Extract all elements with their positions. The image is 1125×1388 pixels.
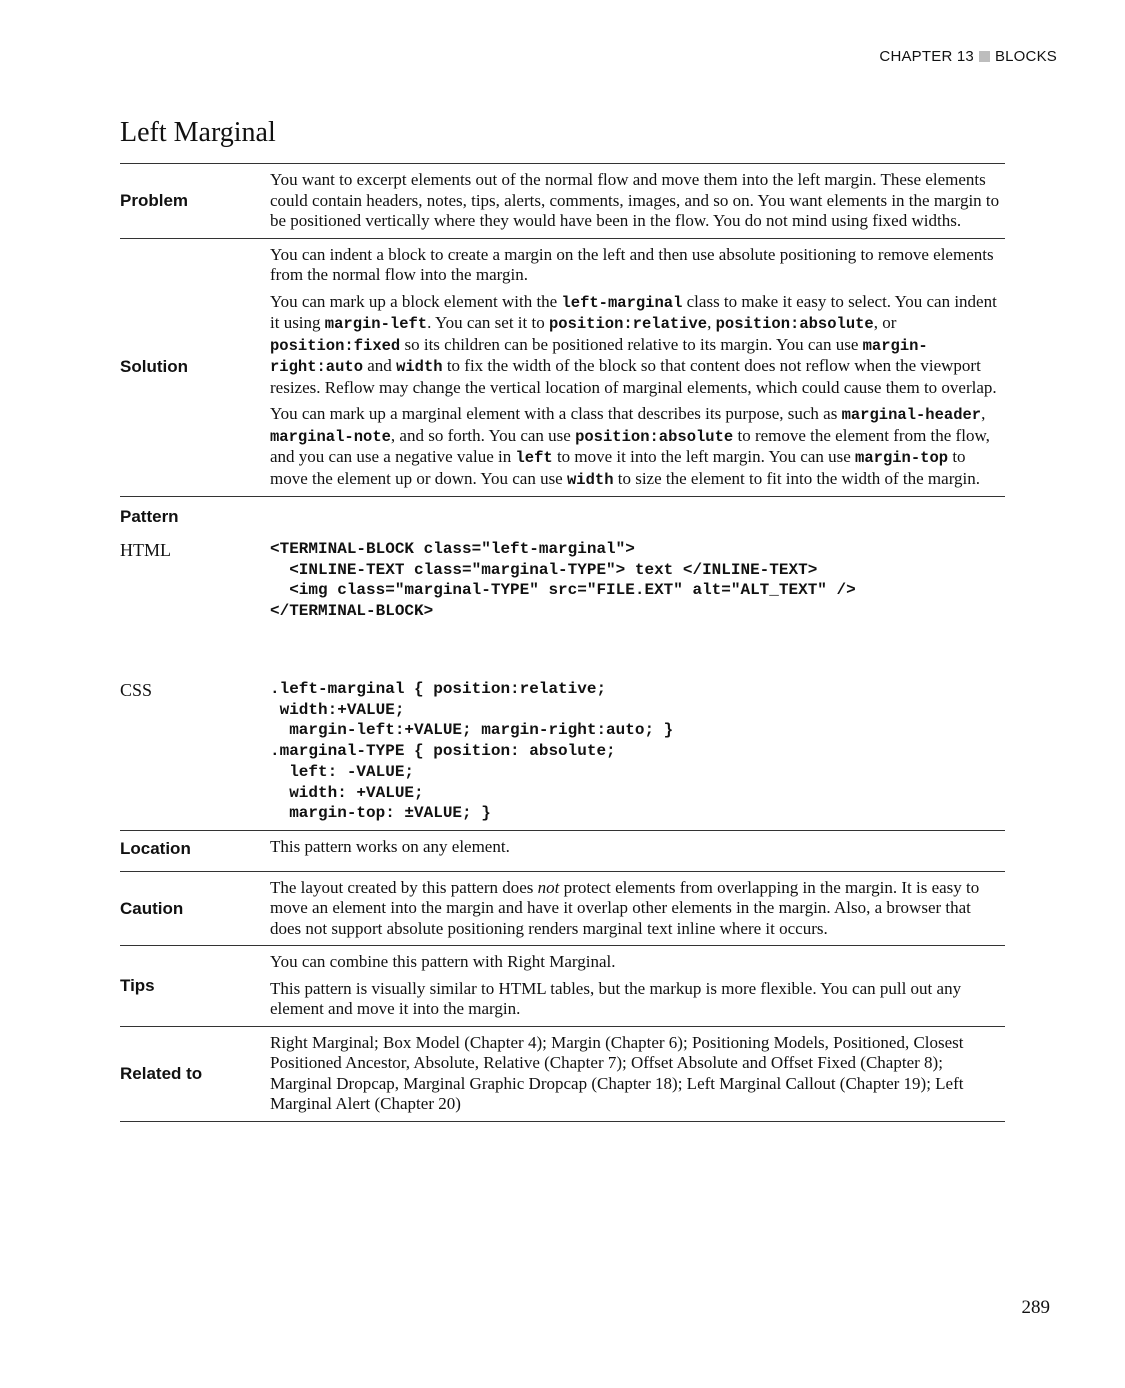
row-caution: [120, 872, 1005, 947]
row-content-location: [270, 837, 1005, 859]
row-content-caution: [270, 878, 1005, 940]
html-code-block: <TERMINAL-BLOCK class="left-marginal"> <INLINE-TEXT class="marginal-TYPE"> text </INLINE-TEXT> <img class="marginal-TYPE" src="FILE.EXT" alt="ALT_TEXT" /> </TERMINAL-BLOCK>: [270, 540, 856, 621]
separator-square-icon: [979, 51, 990, 62]
code-term: position:absolute: [715, 315, 874, 333]
solution-paragraph-1: You can indent a block to create a margin on the left and then use absolute positioning to remove elements from the normal flow into the margin.: [270, 244, 994, 284]
row-label-location: Location: [120, 838, 191, 858]
row-label-solution: Solution: [120, 357, 188, 377]
location-text: This pattern works on any element.: [270, 836, 510, 856]
code-term: left-marginal: [561, 293, 683, 312]
row-pattern-html: [120, 539, 1005, 673]
row-content-tips: [270, 952, 1005, 1020]
code-term: width: [566, 470, 614, 489]
row-content-related: [270, 1033, 1005, 1115]
row-problem: [120, 164, 1005, 239]
tips-paragraph-1: You can combine this pattern with Right Marginal.: [270, 952, 616, 972]
pattern-table: [120, 163, 1005, 1122]
code-term: margin-top: [855, 449, 949, 467]
code-term: margin-right:auto: [270, 336, 928, 376]
row-pattern: [120, 497, 1005, 539]
row-label-related: Related to: [120, 1063, 203, 1083]
row-related: [120, 1027, 1005, 1122]
row-label-tips: Tips: [120, 976, 155, 996]
tips-paragraph-2: This pattern is visually similar to HTML tables, but the markup is more flexible. You can pull out any element and move it into the margin.: [270, 978, 962, 1019]
row-label-caution: Caution: [120, 898, 184, 918]
row-pattern-css: [120, 673, 1005, 831]
code-term: position:fixed: [270, 336, 401, 355]
related-text: Right Marginal; Box Model (Chapter 4); Margin (Chapter 6); Positioning Models, Positioned, Closest Positioned Ancestor, Absolute, Relative (Chapter 7); Offset Absolute and Offset Fixed (Chapter 8); Marginal Dropcap, Marginal Graphic Dropcap (Chapter 18); Left Marginal Callout (Chapter 19); Left Marginal Alert (Chapter 20): [270, 1032, 964, 1114]
row-content-problem: [270, 170, 1005, 232]
section-label: BLOCKS: [994, 48, 1057, 65]
css-code-block: .left-marginal { position:relative; width:+VALUE; margin-left:+VALUE; margin-right:auto; } .marginal-TYPE { position: absolute; left: -VALUE; width: +VALUE; margin-top: ±VALUE; }: [270, 680, 674, 823]
page-number: 289: [1021, 1297, 1050, 1318]
row-content-html: [270, 539, 1005, 623]
solution-paragraph-2: You can mark up a block element with the left-marginal class to make it easy to select. You can indent it using margin-left. You can set it to position:relative, position:absolute, or position:fixed so its children can be positioned relative to its margin. You can use margin-right:auto and width to fix the width of the block so that content does not reflow when the viewport resizes. Reflow may change the vertical location of marginal elements, which could cause them to overlap.: [270, 291, 997, 397]
row-label-css: CSS: [120, 680, 153, 700]
emphasis-text: not: [537, 877, 560, 897]
row-tips: [120, 946, 1005, 1027]
page-title: Left Marginal: [120, 117, 276, 148]
code-term: margin-left: [324, 315, 428, 333]
row-content-css: [270, 679, 1005, 824]
row-label-pattern: Pattern: [120, 507, 179, 526]
row-solution: [120, 239, 1005, 498]
row-label-problem: Problem: [120, 190, 189, 210]
row-label-html: HTML: [120, 540, 171, 560]
row-location: [120, 831, 1005, 872]
caution-text: The layout created by this pattern does not protect elements from overlapping in the margin. It is easy to move an element into the margin and have it overlap other elements in the margin. Also, a browser that does not support absolute positioning renders marginal text inline where it occurs.: [270, 877, 980, 938]
code-term: marginal-header: [841, 406, 982, 424]
code-term: width: [396, 358, 443, 376]
running-header: [879, 48, 1057, 65]
code-term: position:relative: [548, 315, 708, 333]
code-term: position:absolute: [575, 427, 734, 446]
code-term: marginal-note: [270, 427, 391, 446]
chapter-label: CHAPTER 13: [879, 48, 974, 65]
code-term: left: [515, 449, 553, 467]
solution-paragraph-3: You can mark up a marginal element with a class that describes its purpose, such as marginal-header, marginal-note, and so forth. You can use position:absolute to remove the element from the flow, and you can use a negative value in left to move it into the left margin. You can use margin-top to move the element up or down. You can use width to size the element to fit into the width of the margin.: [270, 404, 990, 489]
row-content-solution: [270, 245, 1005, 491]
problem-text: You want to excerpt elements out of the normal flow and move them into the left margin. These elements could contain headers, notes, tips, alerts, comments, images, and so on. You want elements in the margin to be positioned vertically where they would have been in the flow. You do not mind using fixed widths.: [270, 170, 1000, 230]
